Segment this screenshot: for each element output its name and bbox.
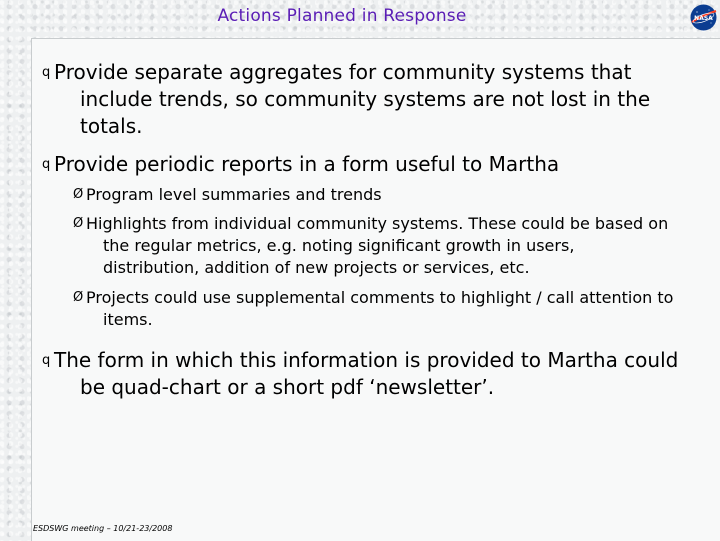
bullet-item bbox=[42, 59, 694, 140]
arrow-bullet-icon: Ø bbox=[73, 187, 84, 202]
sub-bullet-item bbox=[75, 287, 675, 331]
content-panel bbox=[31, 38, 720, 541]
sub-bullet-text: Highlights from individual community systems. These could be based on the regular metrics, e.g. noting significant growth in users, distribution, addition of new projects or services, etc. bbox=[86, 214, 669, 277]
footer-text: ESDSWG meeting – 10/21-23/2008 bbox=[33, 524, 173, 533]
checkbox-bullet-icon: q bbox=[42, 65, 51, 80]
checkbox-bullet-icon: q bbox=[42, 157, 51, 172]
bullet-item bbox=[42, 347, 694, 401]
slide-title: Actions Planned in Response bbox=[217, 6, 467, 26]
arrow-bullet-icon: Ø bbox=[73, 216, 84, 231]
bullet-text: Provide periodic reports in a form useful to Martha bbox=[54, 152, 560, 176]
bullet-text: The form in which this information is provided to Martha could be quad-chart or a short pdf ‘newsletter’. bbox=[54, 348, 679, 399]
nasa-logo-text: NASA bbox=[694, 15, 713, 22]
nasa-logo-icon bbox=[689, 3, 718, 32]
arrow-bullet-icon: Ø bbox=[73, 290, 84, 305]
sub-bullet-item bbox=[75, 213, 675, 279]
checkbox-bullet-icon: q bbox=[42, 353, 51, 368]
bullet-item bbox=[42, 151, 694, 178]
sub-bullet-text: Program level summaries and trends bbox=[86, 185, 382, 204]
sub-bullet-text: Projects could use supplemental comments to highlight / call attention to items. bbox=[86, 288, 674, 329]
sub-bullet-item bbox=[75, 184, 675, 206]
bullet-text: Provide separate aggregates for community systems that include trends, so community systems are not lost in the totals. bbox=[54, 60, 651, 138]
